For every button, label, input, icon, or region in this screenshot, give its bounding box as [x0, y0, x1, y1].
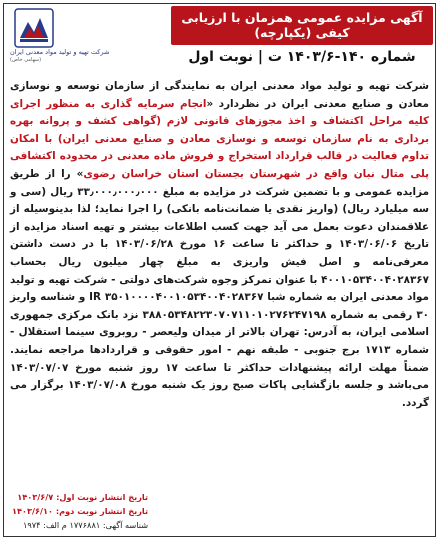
imidro-emblem-icon — [14, 8, 54, 48]
body-details: » را از طریق مزایده عمومی و با تضمین شرکت در مزایده به مبلغ ۳۳٫۰۰۰٫۰۰۰٫۰۰۰ ریال (سی و سه میلیارد ریال) (واریز نقدی یا ضمانت‌نامه بانکی) را اجرا نماید؛ لذا بدینوسیله از علاقمندان دعوت بعمل می آید جهت کسب اطلاعات بیشتر و تهیه اسناد مزایده از تاریخ ۱۴۰۳/۰۶/۰۶ و حداکثر تا ساعت ۱۶ مورخ ۱۴۰۳/۰۶/۲۸ با در دست داشتن معرفی‌نامه و اصل فیش واریزی به مبلغ چهار میلیون ریال بحساب ۴۰۰۱۰۵۳۴۰۰۴۰۲۸۳۶۷ با عنوان تمرکز وجوه شرکت‌های دولتی - شرکت تهیه و تولید مواد معدنی ایران به شماره شبا IR ۳۵۰۱۰۰۰۰۴۰۰۱۰۵۳۴۰۰۴۰۲۸۳۶۷ و شناسه واریز ۳۰ رقمی به شماره ۳۸۸۰۵۳۴۸۲۲۳۰۷۰۷۱۱۰۱۰۲۷۶۲۴۷۱۹۸ نزد بانک مرکزی جمهوری اسلامی ایران، به آدرس: تهران بالاتر از میدان ولیعصر - روبروی سینما استقلال - شماره ۱۷۱۳ برج جنوبی - طبقه نهم - امور حقوقی و قراردادها مراجعه نمایند. ضمناً مهلت ارائه پیشنهادات حداکثر تا ساعت ۱۷ روز شنبه مورخ ۱۴۰۳/۰۷/۰۷ می‌باشد و جلسه بازگشایی پاکات صبح روز یک شنبه مورخ ۱۴۰۳/۰۷/۰۸ برگزار می گردد. — [10, 167, 430, 409]
auction-notice — [3, 3, 436, 537]
company-name — [10, 48, 170, 63]
notice-body — [10, 78, 429, 412]
company-logo — [10, 8, 170, 70]
company-name-text: شرکت تهیه و تولید مواد معدنی ایران — [10, 48, 110, 56]
notice-header — [6, 6, 433, 74]
body-intro: شرکت تهیه و تولید مواد معدنی ایران به نمایندگی از سازمان توسعه و نوسازی معادن و صنایع معدنی ایران در نظردارد « — [10, 80, 429, 110]
title-box — [171, 6, 433, 65]
notice-footer — [12, 490, 148, 532]
company-type: (سهامی خاص) — [10, 57, 42, 63]
publish-date-first: تاریخ انتشار نوبت اول: ۱۴۰۳/۶/۷ — [17, 492, 149, 502]
publish-date-second: تاریخ انتشار نوبت دوم: ۱۴۰۳/۶/۱۰ — [12, 506, 149, 516]
notice-number: شماره ۱۴۰-۱۴۰۳/۶ ت | نوبت اول — [188, 49, 416, 65]
body-subject: انجام سرمایه گذاری به منظور اجرای کلیه مراحل اکتشاف و اخذ مجوزهای قانونی لازم (گواهی کشف و پروانه بهره برداری به نام سازمان توسعه و نوسازی معادن و صنایع معدنی ایران) با امکان تداوم فعالیت در قالب قرارداد استخراج و فروش ماده معدنی در محدوده اکتشافی پلی متال نبان واقع در شهرستان بجستان استان خراسان رضوی — [10, 97, 430, 180]
ad-identifier: شناسه آگهی: ۱۷۷۶۸۸۱ م الف: ۱۹۷۴ — [22, 520, 149, 530]
notice-title: آگهی مزایده عمومی همزمان با ارزیابی کیفی (یکپارچه) — [171, 6, 433, 45]
